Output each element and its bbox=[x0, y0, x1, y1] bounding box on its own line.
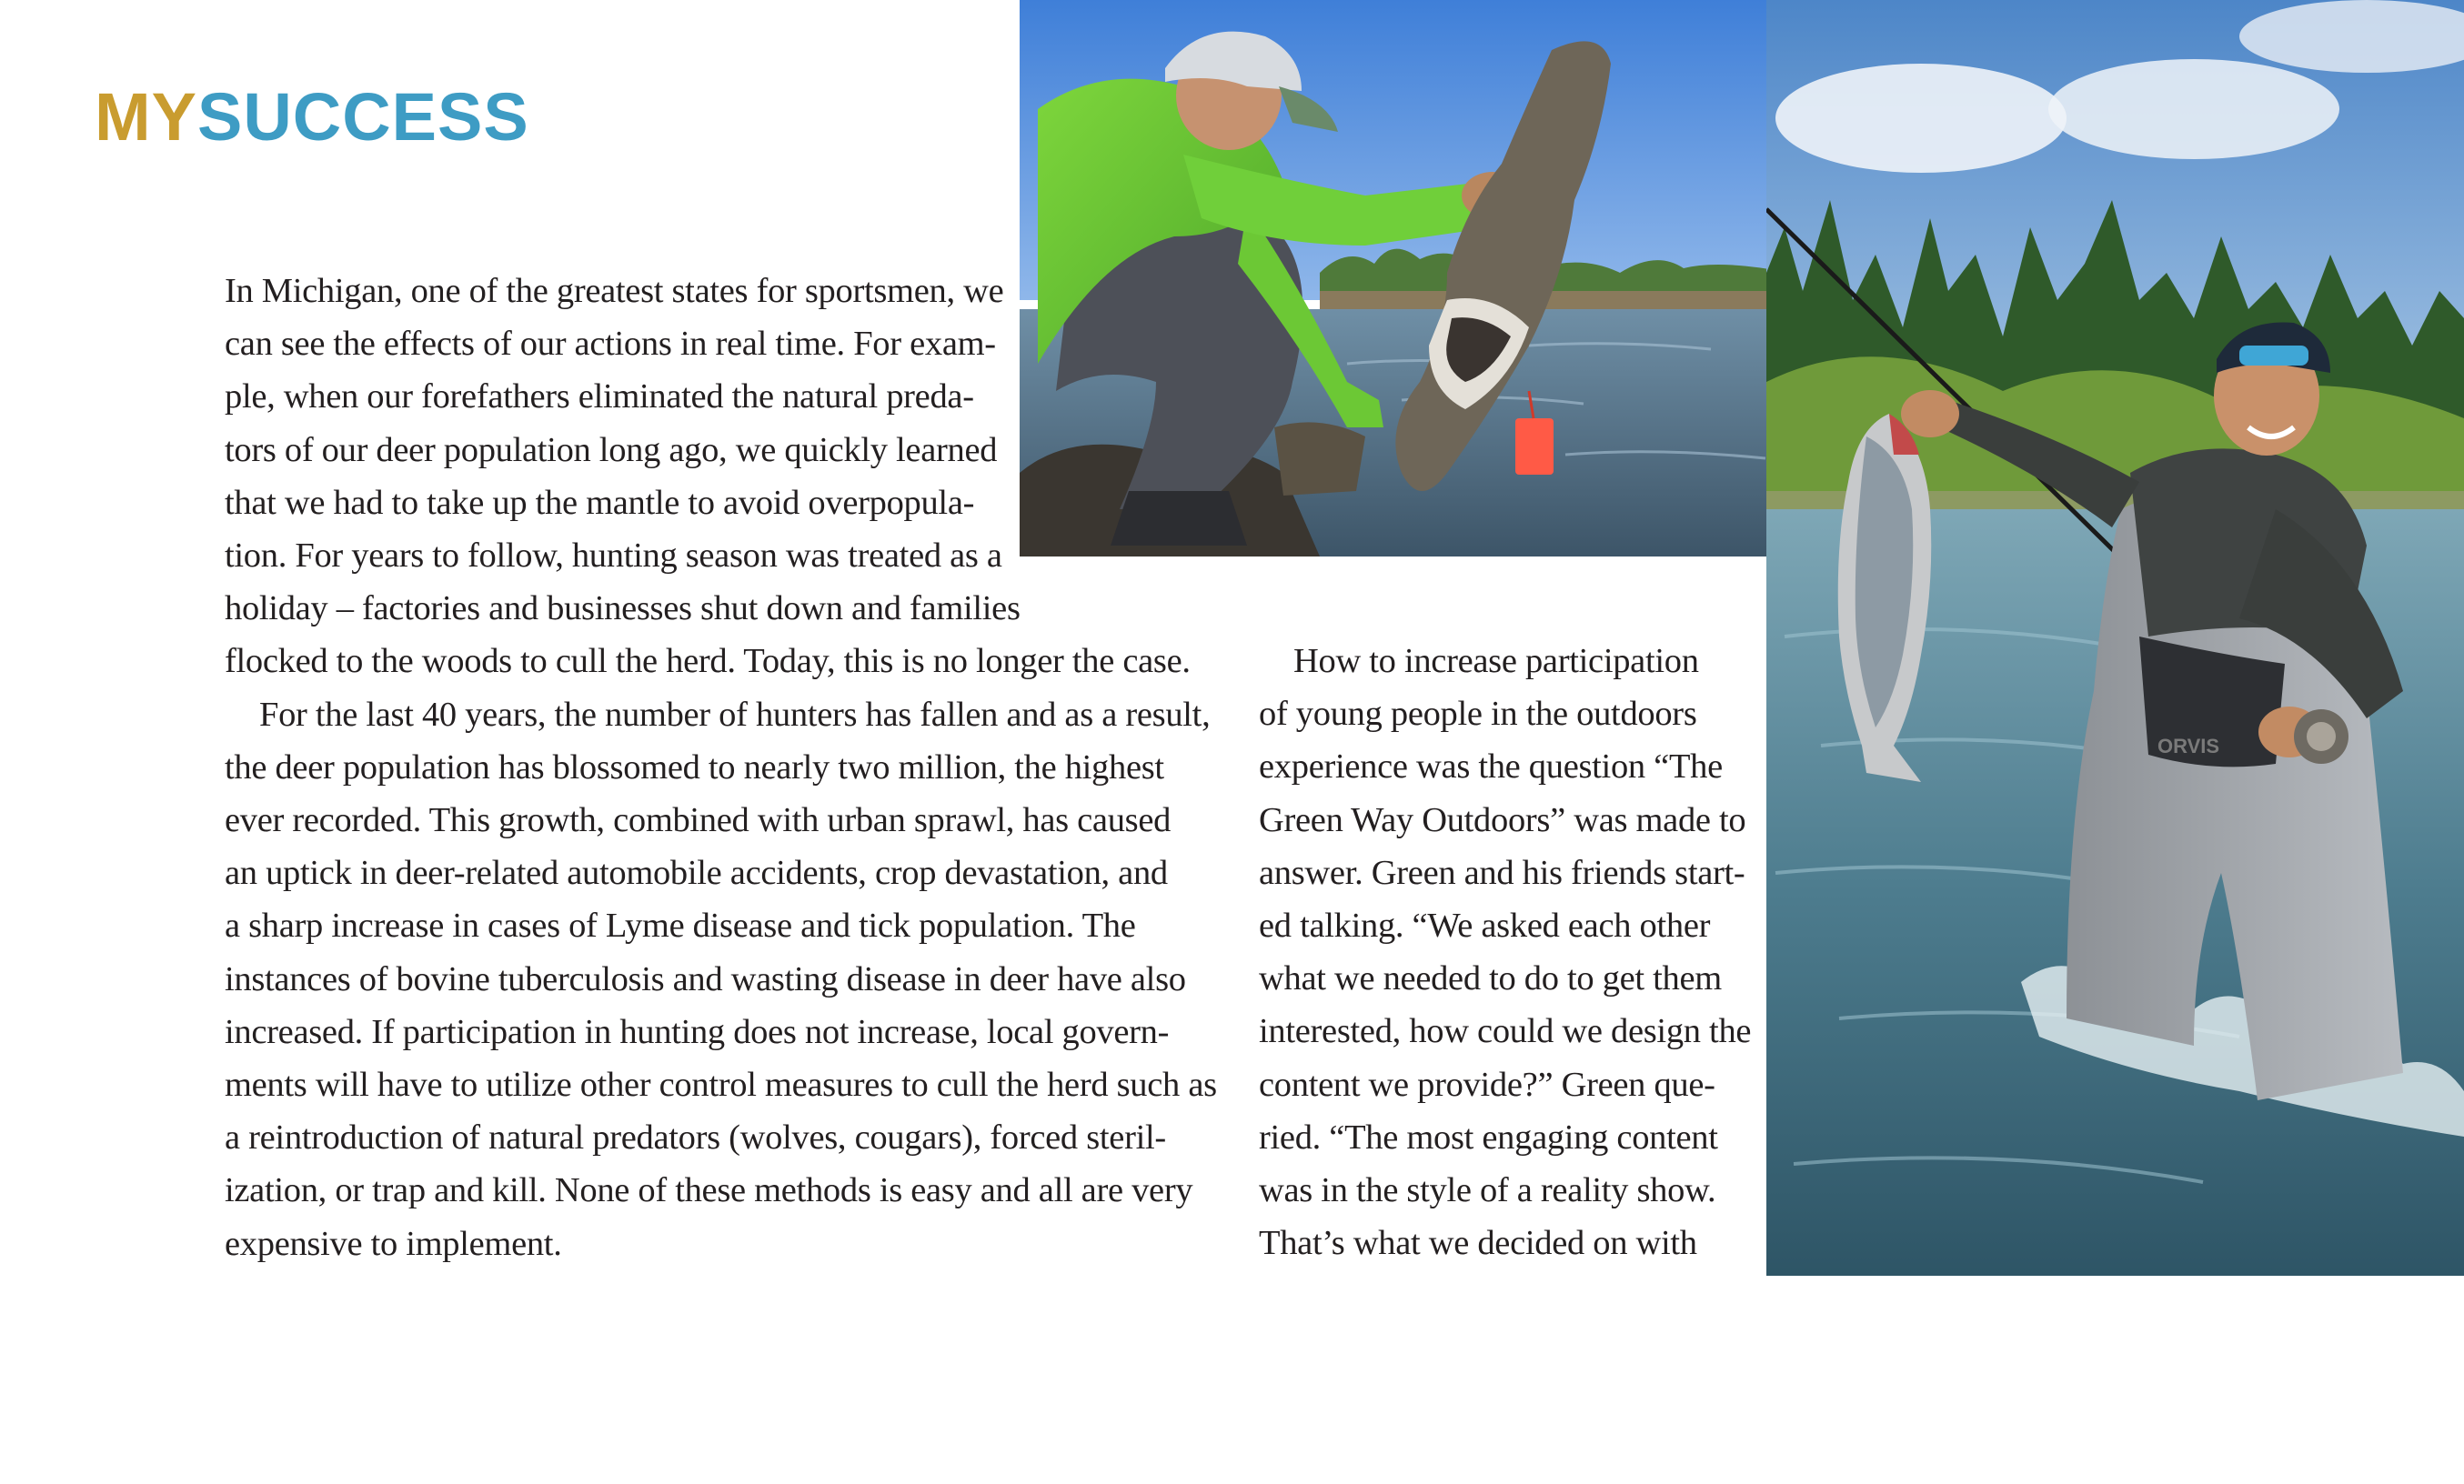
right-line: content we provide?” Green que- bbox=[1259, 1065, 1715, 1104]
right-line: of young people in the outdoors bbox=[1259, 695, 1697, 734]
left-line: a sharp increase in cases of Lyme disease and tick population. The bbox=[225, 907, 1136, 946]
left-line: For the last 40 years, the number of hunters has fallen and as a result, bbox=[259, 695, 1211, 734]
left-line: the deer population has blossomed to nearly two million, the highest bbox=[225, 747, 1164, 787]
header-success: SUCCESS bbox=[197, 79, 529, 155]
left-line: flocked to the woods to cull the herd. Today, this is no longer the case. bbox=[225, 642, 1191, 681]
left-line: tors of our deer population long ago, we quickly learned bbox=[225, 430, 998, 469]
right-line: ed talking. “We asked each other bbox=[1259, 907, 1711, 946]
left-line: instances of bovine tuberculosis and wasting disease in deer have also bbox=[225, 959, 1186, 998]
left-line: that we had to take up the mantle to avoid overpopula- bbox=[225, 483, 975, 522]
right-line: was in the style of a reality show. bbox=[1259, 1171, 1716, 1210]
left-line: an uptick in deer-related automobile accidents, crop devastation, and bbox=[225, 854, 1168, 893]
right-line: That’s what we decided on with bbox=[1259, 1224, 1697, 1263]
left-line: ization, or trap and kill. None of these methods is easy and all are very bbox=[225, 1171, 1193, 1210]
wader-brand: ORVIS bbox=[2157, 735, 2220, 757]
left-line: expensive to implement. bbox=[225, 1224, 562, 1263]
right-column-text bbox=[1259, 635, 1768, 1269]
right-line: Green Way Outdoors” was made to bbox=[1259, 800, 1746, 839]
right-line: answer. Green and his friends start- bbox=[1259, 853, 1745, 892]
left-line: can see the effects of our actions in real time. For exam- bbox=[225, 325, 996, 364]
right-line: How to increase participation bbox=[1293, 642, 1699, 680]
left-line: ever recorded. This growth, combined with urban sprawl, has caused bbox=[225, 801, 1172, 840]
left-line: a reintroduction of natural predators (wolves, cougars), forced steril- bbox=[225, 1118, 1166, 1158]
left-line: holiday – factories and businesses shut down and families bbox=[225, 589, 1021, 628]
right-line: experience was the question “The bbox=[1259, 747, 1723, 787]
left-line: increased. If participation in hunting does not increase, local govern- bbox=[225, 1012, 1170, 1051]
header-my: MY bbox=[95, 79, 197, 155]
section-header bbox=[95, 79, 529, 155]
salmon-photo bbox=[1766, 0, 2464, 1276]
right-line: interested, how could we design the bbox=[1259, 1012, 1752, 1051]
left-line: tion. For years to follow, hunting season was treated as a bbox=[225, 536, 1002, 576]
left-line: ple, when our forefathers eliminated the natural preda- bbox=[225, 377, 974, 416]
left-line: In Michigan, one of the greatest states for sportsmen, we bbox=[225, 272, 1004, 310]
right-line: what we needed to do to get them bbox=[1259, 959, 1722, 998]
left-line: ments will have to utilize other control measures to cull the herd such as bbox=[225, 1066, 1217, 1105]
right-line: ried. “The most engaging content bbox=[1259, 1118, 1718, 1157]
left-column-text bbox=[225, 265, 1225, 1270]
